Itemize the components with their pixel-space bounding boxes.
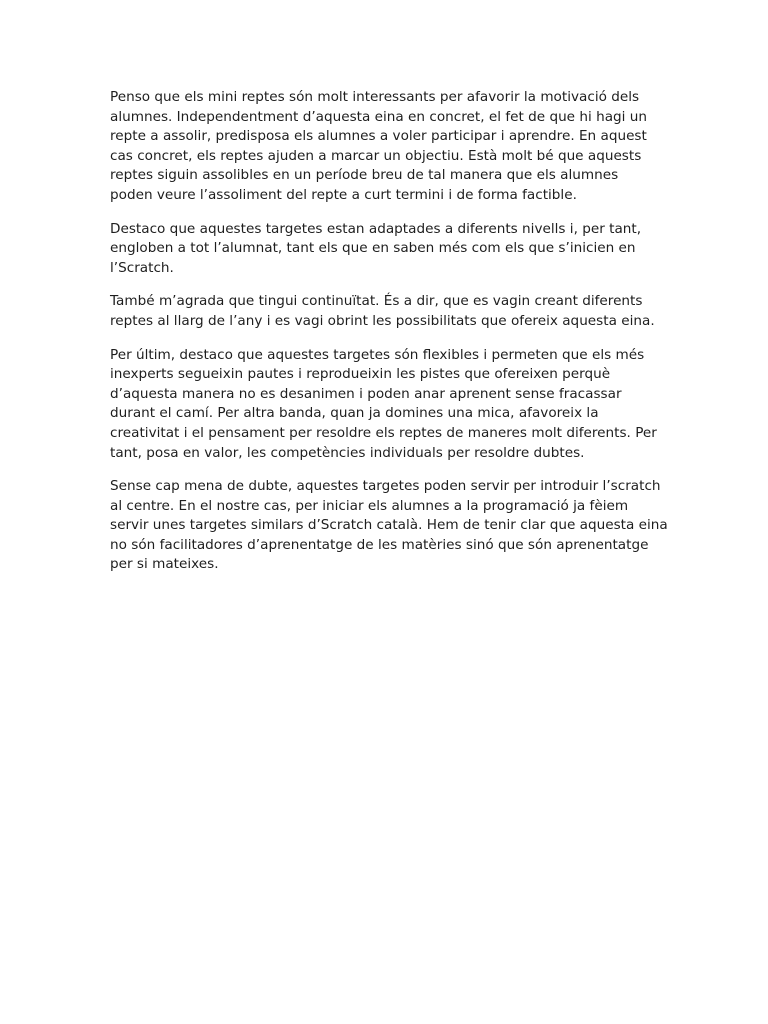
text-line: servir unes targetes similars d’Scratch català. Hem de tenir clar que aquesta eina xyxy=(110,517,668,534)
text-line: per si mateixes. xyxy=(110,556,219,573)
text-line: engloben a tot l’alumnat, tant els que en saben més com els que s’inicien en xyxy=(110,240,636,257)
text-line: Sense cap mena de dubte, aquestes targetes poden servir per introduir l’scratch xyxy=(110,478,661,495)
text-line: reptes al llarg de l’any i es vagi obrint les possibilitats que ofereix aquesta eina. xyxy=(110,312,655,329)
text-line: durant el camí. Per altra banda, quan ja domines una mica, afavoreix la xyxy=(110,405,599,422)
text-line: inexperts segueixin pautes i reprodueixin les pistes que ofereixen perquè xyxy=(110,366,611,383)
text-line: Per últim, destaco que aquestes targetes són flexibles i permeten que els més xyxy=(110,346,645,363)
text-line: l’Scratch. xyxy=(110,259,174,276)
paragraph-1 xyxy=(110,88,662,206)
paragraph-5 xyxy=(110,477,668,575)
text-line: reptes siguin assolibles en un període breu de tal manera que els alumnes xyxy=(110,167,619,184)
text-line: no són facilitadores d’aprenentatge de les matèries sinó que són aprenentatge xyxy=(110,536,649,553)
text-line: cas concret, els reptes ajuden a marcar un objectiu. Està molt bé que aquests xyxy=(110,147,642,164)
text-line: al centre. En el nostre cas, per iniciar els alumnes a la programació ja fèiem xyxy=(110,497,629,514)
document-page xyxy=(110,88,668,589)
paragraph-2 xyxy=(110,220,662,279)
text-line: repte a assolir, predisposa els alumnes a voler participar i aprendre. En aquest xyxy=(110,128,647,145)
text-line: poden veure l’assoliment del repte a curt termini i de forma factible. xyxy=(110,186,577,203)
text-line: Penso que els mini reptes són molt interessants per afavorir la motivació dels xyxy=(110,89,640,105)
text-line: Destaco que aquestes targetes estan adaptades a diferents nivells i, per tant, xyxy=(110,220,642,237)
text-line: tant, posa en valor, les competències individuals per resoldre dubtes. xyxy=(110,444,585,461)
text-line: També m’agrada que tingui continuïtat. És a dir, que es vagin creant diferents xyxy=(110,293,643,310)
paragraph-3 xyxy=(110,292,662,331)
paragraph-4 xyxy=(110,346,662,464)
text-line: d’aquesta manera no es desanimen i poden anar aprenent sense fracassar xyxy=(110,385,622,402)
text-line: alumnes. Independentment d’aquesta eina en concret, el fet de que hi hagi un xyxy=(110,108,647,125)
text-line: creativitat i el pensament per resoldre els reptes de maneres molt diferents. Per xyxy=(110,424,657,441)
